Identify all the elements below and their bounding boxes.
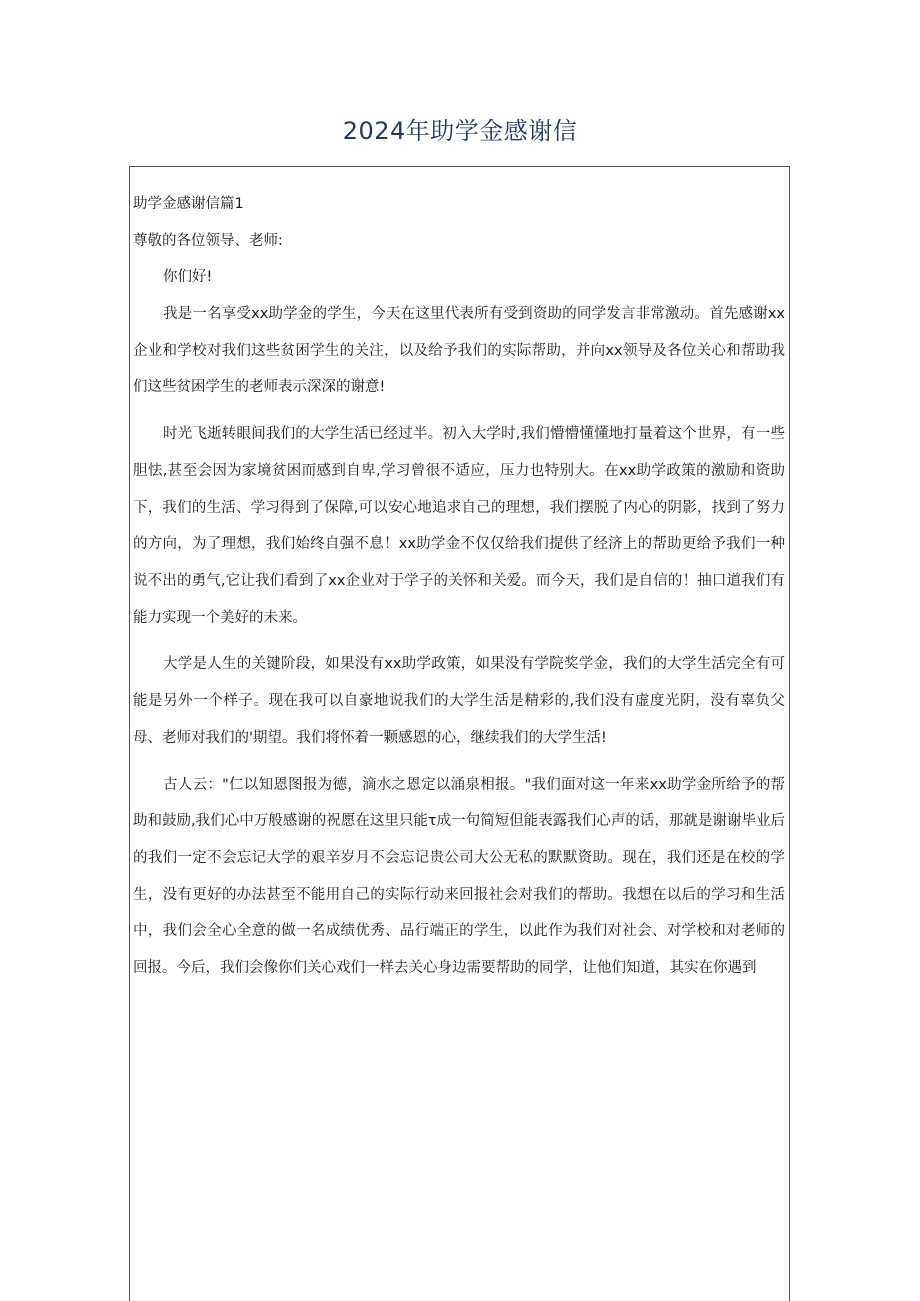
greeting: 你们好! — [163, 269, 213, 286]
body-paragraph-1: 我是一名享受xx助学金的学生，今天在这里代表所有受到资助的同学发言非常激动。首先感谢xx企业和学校对我们这些贫困学生的关注，以及给予我们的实际帮助，并向xx领导及各位关心和帮助我们这些贫困学生的老师表示深深的谢意! — [133, 306, 785, 396]
body-paragraph-4: 古人云："仁以知恩图报为德，滴水之恩定以涌泉相报。"我们面对这一年来xx助学金所给予的帮助和鼓励,我们心中万般感谢的祝愿在这里只能τ成一句简短但能表露我们心声的话，那就是谢谢毕业后的我们一定不会忘记大学的艰辛岁月不会忘记贵公司大公无私的默默资助。现在，我们还是在校的学生，没有更好的办法甚至不能用自己的实际行动来回报社会对我们的帮助。我想在以后的学习和生活中，我们会全心全意的做一名成绩优秀、品行端正的学生，以此作为我们对社会、对学校和对老师的回报。今后，我们会像你们关心戏们一样去关心身边需要帮助的同学，让他们知道，其实在你遇到 — [133, 776, 785, 977]
body-paragraph-2: 时光飞逝转眼间我们的大学生活已经过半。初入大学时,我们懵懵懂懂地打量着这个世界，有一些胆怯,甚至会因为家境贫困而感到自卑,学习曾很不适应，压力也特别大。在xx助学政策的激励和资助下，我们的生活、学习得到了保障,可以安心地追求自己的理想，我们摆脱了内心的阴影，找到了努力的方向，为了理想，我们始终自强不息！xx助学金不仅仅给我们提供了经济上的帮助更给予我们一种说不出的勇气,它让我们看到了xx企业对于学子的关怀和关爱。而今天，我们是自信的！抽口道我们有能力实现一个美好的未来。 — [133, 426, 785, 626]
body-paragraph-3: 大学是人生的关键阶段，如果没有xx助学政策，如果没有学院奖学金，我们的大学生活完全有可能是另外一个样子。现在我可以自豪地说我们的大学生活是精彩的,我们没有虚度光阴，没有辜负父母、老师对我们的'期望。我们将怀着一颗感恩的心，继续我们的大学生活! — [133, 656, 785, 746]
document-title: 2024年助学金感谢信 — [342, 117, 578, 145]
section-heading: 助学金感谢信篇1 — [133, 196, 244, 212]
document-body — [133, 186, 785, 997]
salutation: 尊敬的各位领导、老师: — [133, 232, 283, 249]
